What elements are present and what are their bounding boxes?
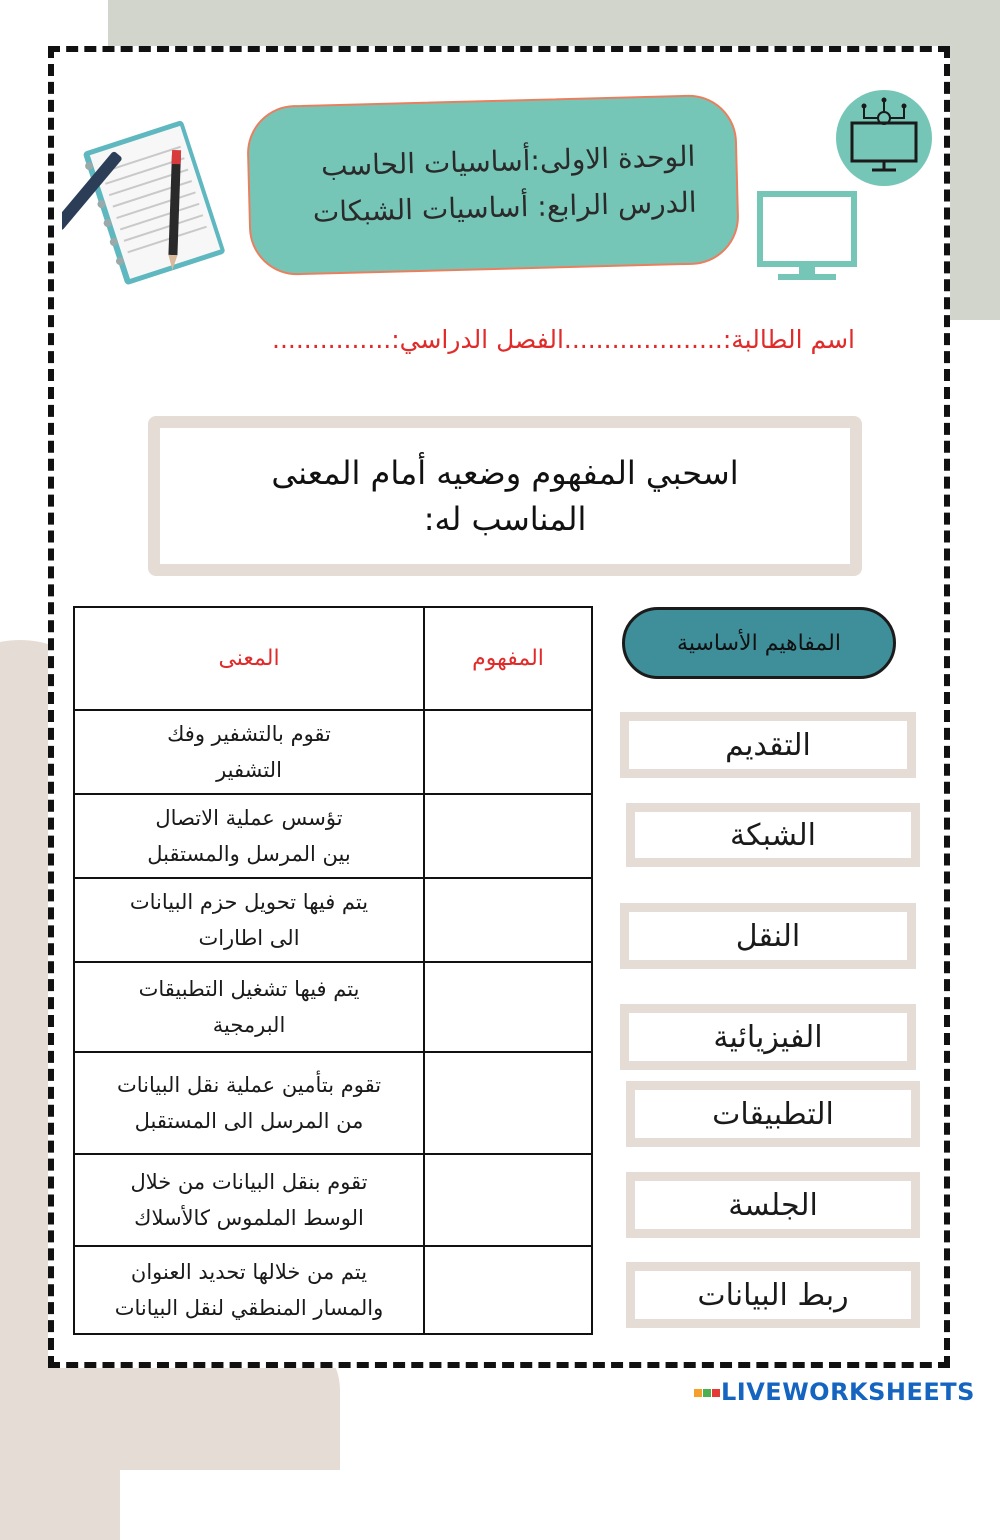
meaning-cell (74, 710, 424, 794)
concepts-heading: المفاهيم الأساسية (622, 607, 896, 679)
unit-title: الوحدة الاولى:أساسيات الحاسب (320, 139, 696, 183)
instruction-line-1: اسحبي المفهوم وضعيه أمام المعنى (271, 454, 739, 492)
meaning-line-1: يتم فيها تشغيل التطبيقات (138, 977, 360, 1001)
drop-zone[interactable] (424, 794, 592, 878)
meaning-line-1: تقوم بنقل البيانات من خلال (130, 1170, 368, 1194)
concept-chip-session[interactable]: الجلسة (626, 1172, 920, 1238)
concept-chip-network[interactable]: الشبكة (626, 803, 920, 867)
network-monitor-icon (834, 88, 934, 188)
drop-zone[interactable] (424, 1246, 592, 1334)
concept-chip-transport[interactable]: النقل (620, 903, 916, 969)
drop-zone[interactable] (424, 710, 592, 794)
column-header-meaning: المعنى (74, 607, 424, 710)
computer-monitor-icon (754, 190, 860, 284)
meaning-cell (74, 1154, 424, 1246)
meaning-line-2: الوسط الملموس كالأسلاك (134, 1206, 364, 1230)
concept-chip-presentation[interactable]: التقديم (620, 712, 916, 778)
table-row (74, 1052, 592, 1154)
concept-chip-application[interactable]: التطبيقات (626, 1081, 920, 1147)
meaning-cell (74, 794, 424, 878)
drop-zone[interactable] (424, 962, 592, 1052)
column-header-concept: المفهوم (424, 607, 592, 710)
drop-zone[interactable] (424, 1052, 592, 1154)
drop-zone[interactable] (424, 878, 592, 962)
table-row (74, 1154, 592, 1246)
lesson-title: الدرس الرابع: أساسيات الشبكات (312, 185, 697, 229)
instruction-box (148, 416, 862, 576)
table-header-row (74, 607, 592, 710)
concept-chip-data-link[interactable]: ربط البيانات (626, 1262, 920, 1328)
table-row (74, 794, 592, 878)
meaning-line-1: تؤسس عملية الاتصال (155, 806, 343, 830)
meaning-line-1: يتم فيها تحويل حزم البيانات (129, 890, 369, 914)
brand-name: LIVEWORKSHEETS (721, 1378, 975, 1406)
brand-logo (694, 1378, 975, 1406)
instruction-line-2: المناسب له: (423, 500, 587, 538)
table-row (74, 1246, 592, 1334)
meaning-cell (74, 962, 424, 1052)
drop-zone[interactable] (424, 1154, 592, 1246)
meaning-line-2: البرمجية (212, 1013, 286, 1037)
logo-squares-icon (694, 1378, 721, 1406)
meaning-line-2: والمسار المنطقي لنقل البيانات (114, 1296, 384, 1320)
table-row (74, 878, 592, 962)
meaning-line-2: بين المرسل والمستقبل (147, 842, 351, 866)
meaning-cell (74, 1052, 424, 1154)
lesson-title-box (246, 94, 740, 277)
student-info-line: اسم الطالبة:....................الفصل الدراسي:............... (272, 325, 855, 354)
concept-chip-physical[interactable]: الفيزيائية (620, 1004, 916, 1070)
meaning-line-1: يتم من خلالها تحديد العنوان (130, 1260, 368, 1284)
notebook-icon (62, 120, 232, 290)
meaning-line-2: من المرسل الى المستقبل (134, 1109, 364, 1133)
meaning-cell (74, 878, 424, 962)
meaning-line-1: تقوم بالتشفير وفك (167, 722, 331, 746)
meaning-cell (74, 1246, 424, 1334)
meaning-line-2: الى اطارات (198, 926, 300, 950)
table-row (74, 710, 592, 794)
meaning-line-2: التشفير (216, 758, 282, 782)
meaning-line-1: تقوم بتأمين عملية نقل البيانات (116, 1073, 382, 1097)
matching-table (73, 606, 593, 1335)
table-row (74, 962, 592, 1052)
